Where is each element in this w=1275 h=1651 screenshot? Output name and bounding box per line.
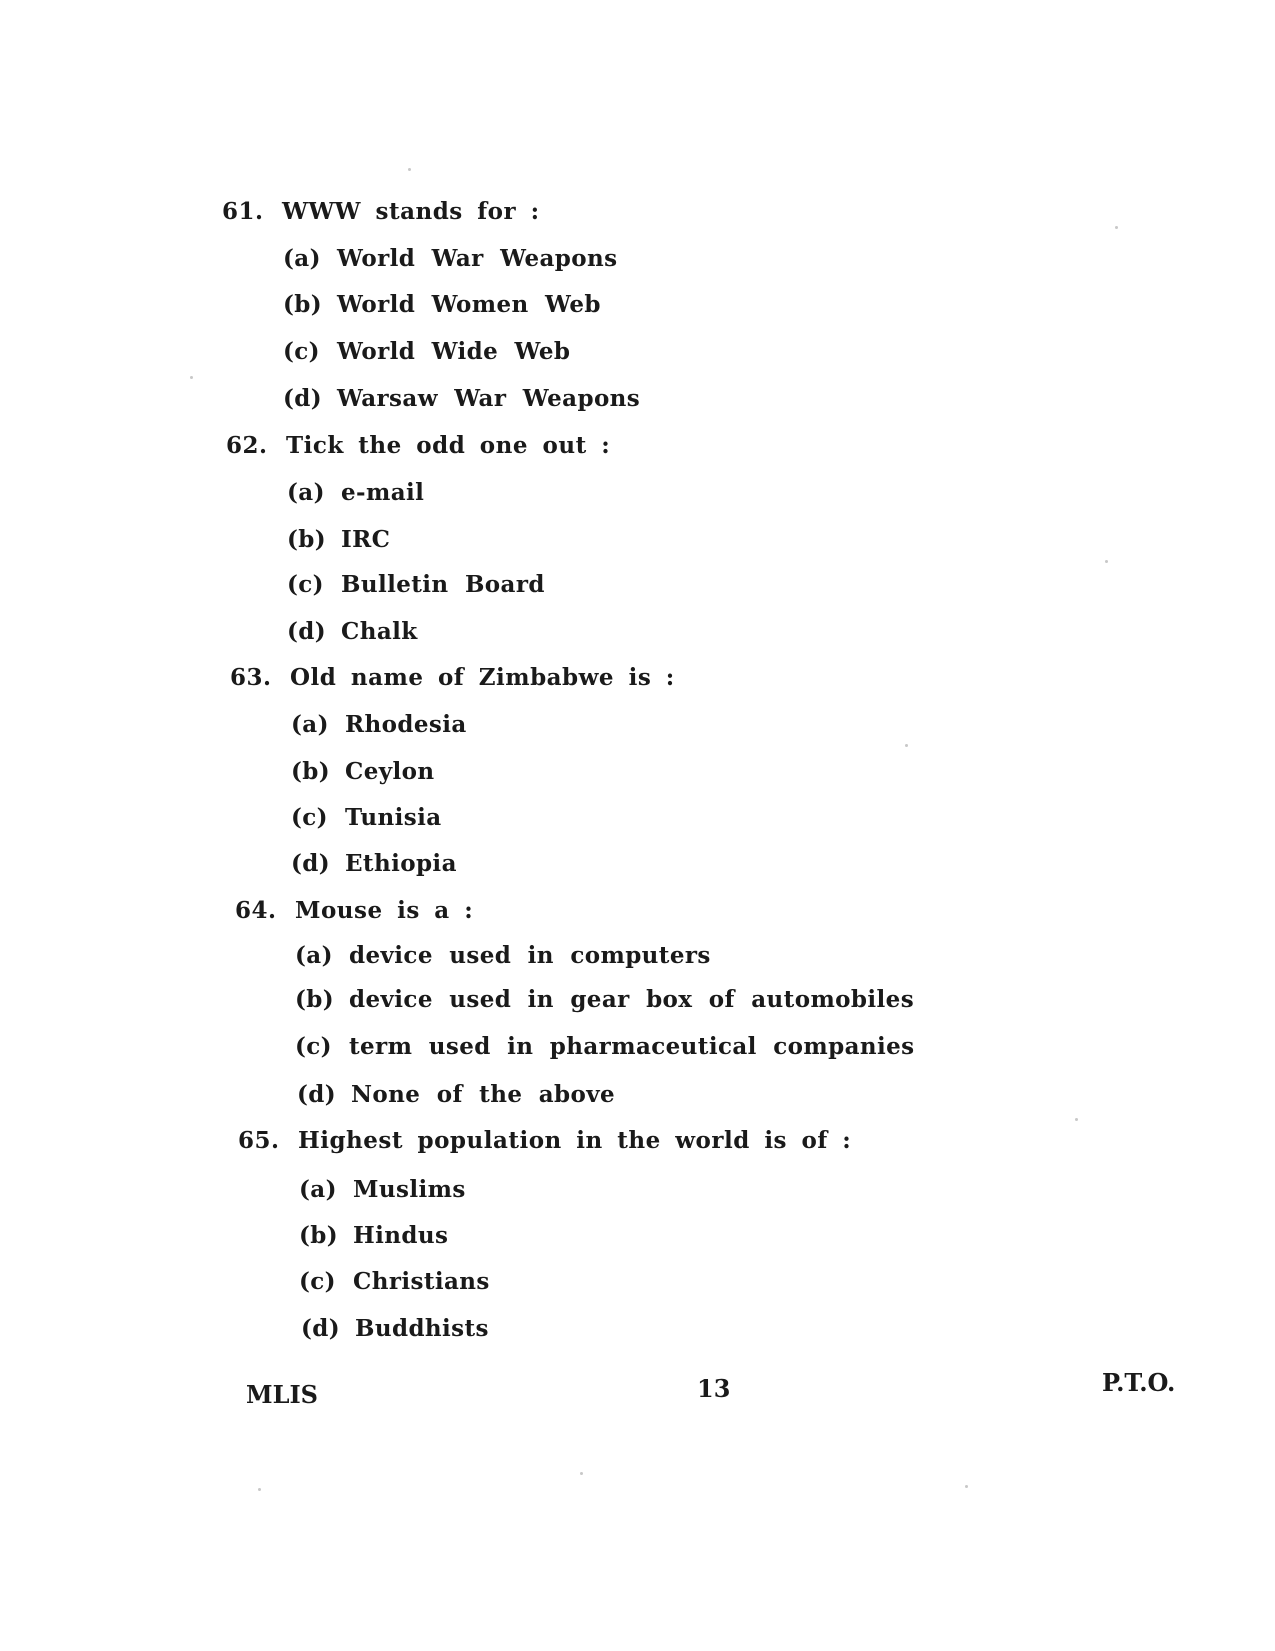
scan-speck (190, 376, 193, 379)
option-label: (c) (287, 571, 324, 598)
option-label: (b) (295, 986, 335, 1013)
scan-speck (905, 744, 908, 747)
question-61 (222, 198, 540, 225)
option-text: Chalk (341, 618, 418, 645)
option-62-a (287, 479, 424, 506)
footer-pto: P.T.O. (1102, 1368, 1176, 1397)
option-63-c (291, 804, 442, 831)
option-label: (b) (283, 291, 323, 318)
option-61-a (283, 245, 617, 272)
option-label: (a) (291, 711, 329, 738)
option-text: Tunisia (345, 804, 442, 831)
option-label: (c) (291, 804, 328, 831)
option-65-d (301, 1315, 489, 1342)
question-number: 63. (230, 664, 272, 691)
option-text: Hindus (353, 1222, 449, 1249)
scan-speck (408, 168, 411, 171)
option-label: (c) (299, 1268, 336, 1295)
question-62 (226, 432, 610, 459)
option-65-b (299, 1222, 448, 1249)
footer-page-number: 13 (697, 1374, 731, 1403)
question-text: Mouse is a : (295, 897, 474, 924)
option-text: term used in pharmaceutical companies (349, 1033, 915, 1060)
question-text: Old name of Zimbabwe is : (290, 664, 675, 691)
question-number: 64. (235, 897, 277, 924)
option-label: (c) (295, 1033, 332, 1060)
option-label: (b) (287, 526, 327, 553)
option-label: (a) (299, 1176, 337, 1203)
option-text: Muslims (353, 1176, 466, 1203)
option-label: (d) (287, 618, 327, 645)
question-64 (235, 897, 473, 924)
question-number: 61. (222, 198, 264, 225)
option-label: (b) (291, 758, 331, 785)
option-63-d (291, 850, 457, 877)
option-label: (c) (283, 338, 320, 365)
option-64-a (295, 942, 711, 969)
option-label: (b) (299, 1222, 339, 1249)
option-label: (d) (297, 1081, 337, 1108)
option-label: (d) (283, 385, 323, 412)
option-text: World Wide Web (337, 338, 571, 365)
option-text: Rhodesia (345, 711, 467, 738)
option-65-a (299, 1176, 466, 1203)
option-61-d (283, 385, 640, 412)
option-61-b (283, 291, 601, 318)
option-label: (d) (301, 1315, 341, 1342)
question-text: WWW stands for : (282, 198, 540, 225)
option-61-c (283, 338, 570, 365)
option-63-b (291, 758, 435, 785)
question-text: Tick the odd one out : (286, 432, 611, 459)
option-label: (d) (291, 850, 331, 877)
footer-code: MLIS (246, 1380, 318, 1409)
option-65-c (299, 1268, 490, 1295)
option-text: Warsaw War Weapons (337, 385, 641, 412)
option-62-d (287, 618, 418, 645)
scan-speck (258, 1488, 261, 1491)
option-62-b (287, 526, 390, 553)
scan-speck (1075, 1118, 1078, 1121)
option-text: World Women Web (337, 291, 601, 318)
question-number: 65. (238, 1127, 280, 1154)
scan-speck (1115, 226, 1118, 229)
option-text: Bulletin Board (341, 571, 545, 598)
option-63-a (291, 711, 467, 738)
option-label: (a) (295, 942, 333, 969)
option-text: IRC (341, 526, 391, 553)
option-label: (a) (283, 245, 321, 272)
option-64-b (295, 986, 914, 1013)
scan-speck (580, 1472, 583, 1475)
option-62-c (287, 571, 545, 598)
question-number: 62. (226, 432, 268, 459)
question-63 (230, 664, 675, 691)
option-text: Ethiopia (345, 850, 457, 877)
option-text: World War Weapons (337, 245, 618, 272)
option-64-d (297, 1081, 615, 1108)
option-text: None of the above (351, 1081, 616, 1108)
option-text: device used in gear box of automobiles (349, 986, 915, 1013)
option-text: Buddhists (355, 1315, 489, 1342)
option-label: (a) (287, 479, 325, 506)
option-text: Christians (353, 1268, 490, 1295)
question-65 (238, 1127, 851, 1154)
question-text: Highest population in the world is of : (298, 1127, 852, 1154)
option-text: Ceylon (345, 758, 435, 785)
option-64-c (295, 1033, 915, 1060)
option-text: e-mail (341, 479, 425, 506)
option-text: device used in computers (349, 942, 711, 969)
scan-speck (1105, 560, 1108, 563)
scan-speck (965, 1485, 968, 1488)
